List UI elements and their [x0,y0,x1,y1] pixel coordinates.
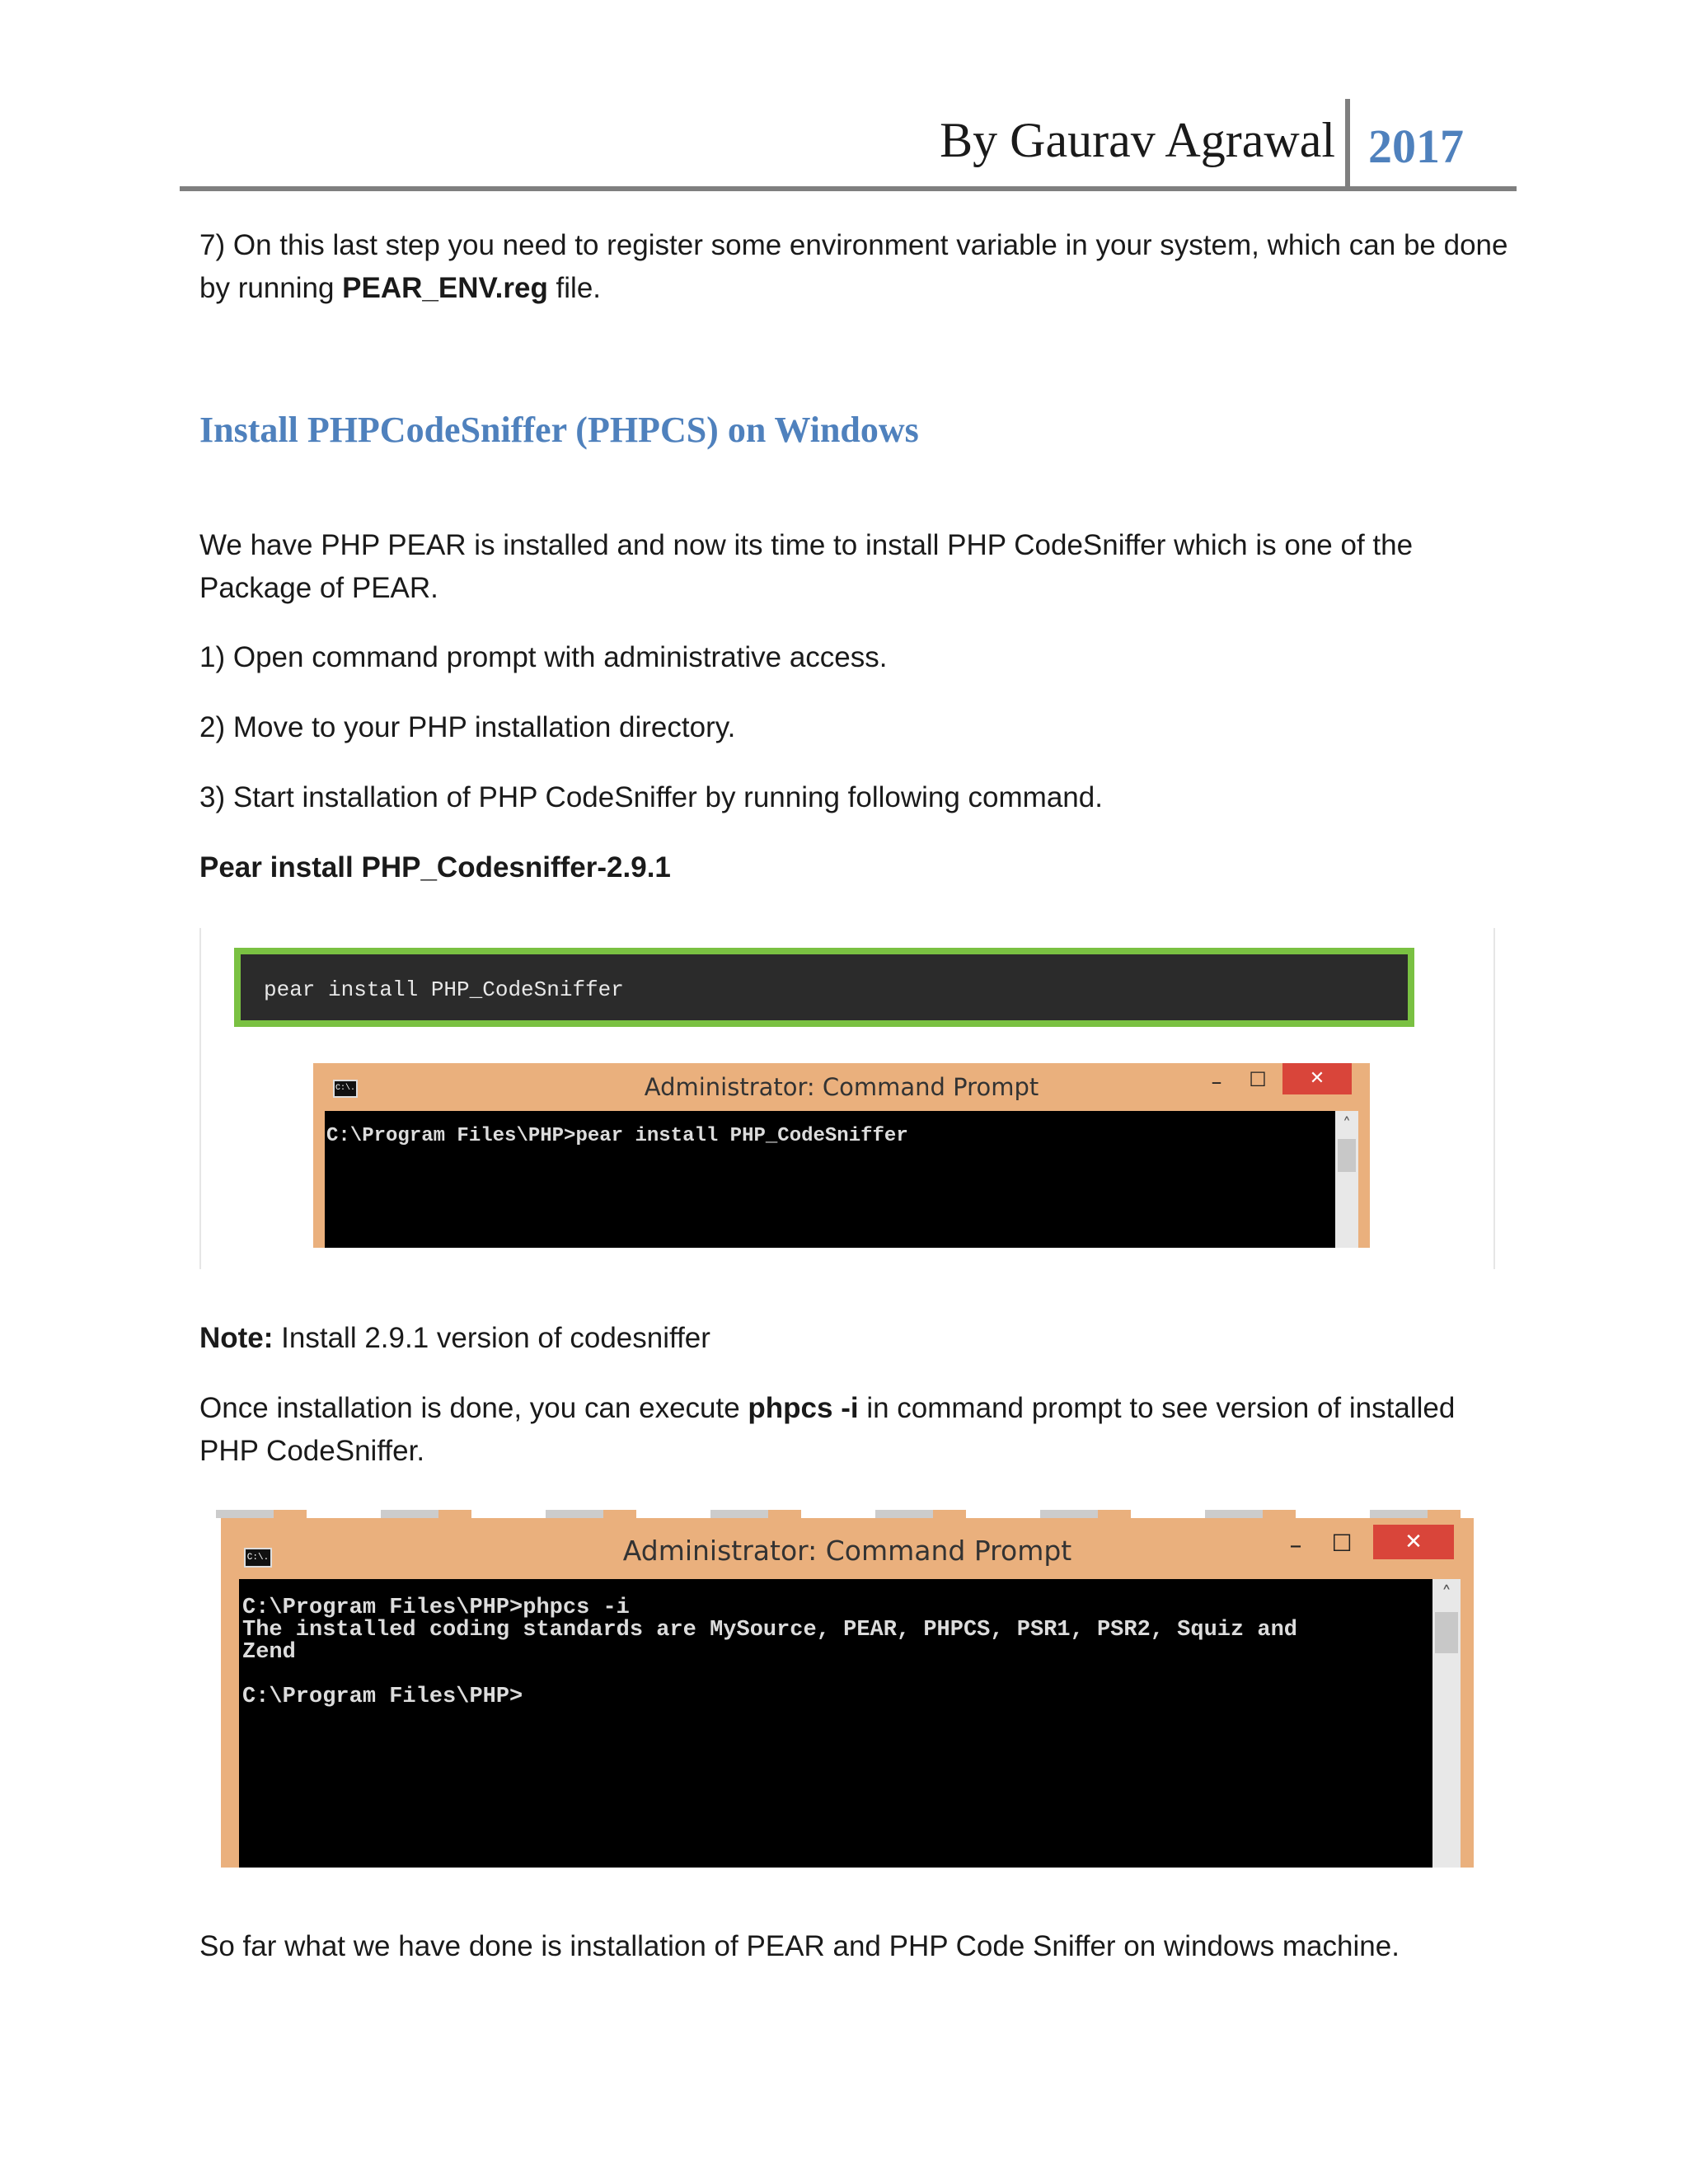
cropped-window-strip [216,1510,1477,1518]
cmd-console-text: C:\Program Files\PHP>pear install PHP_CodeSniffer [326,1125,908,1147]
scroll-up-icon[interactable]: ˄ [1343,1114,1351,1134]
execute-prefix: Once installation is done, you can execute [199,1392,748,1424]
intro-paragraph: We have PHP PEAR is installed and now its time to install PHP CodeSniffer which is one of the Package of PEAR. [199,529,1414,604]
page-header [180,91,1517,191]
cmd-scrollbar[interactable] [1432,1579,1461,1868]
cmd-console-text: C:\Program Files\PHP>phpcs -i The installed coding standards are MySource, PEAR, PHPCS, PSR1, PSR2, Squiz and Zend C:\Program Files\PHP> [242,1596,1298,1709]
header-year: 2017 [1368,120,1464,173]
cmd-titlebar [313,1063,1370,1111]
code-snippet-text: pear install PHP_CodeSniffer [264,977,624,1002]
execute-paragraph [199,1387,1510,1473]
step-3: 3) Start installation of PHP CodeSniffer by running following command. [199,781,1103,813]
minimize-icon[interactable]: – [1211,1070,1222,1094]
header-divider [1345,99,1350,191]
minimize-icon[interactable]: – [1289,1531,1302,1560]
maximize-icon[interactable]: ☐ [1249,1068,1267,1091]
scroll-up-icon[interactable]: ˄ [1442,1582,1451,1605]
code-snippet-box [234,948,1414,1027]
cmd-scrollbar[interactable] [1335,1111,1358,1248]
cmd-titlebar [221,1518,1474,1579]
note-paragraph [199,1317,1510,1360]
cmd-window-title: Administrator: Command Prompt [622,1535,1072,1567]
cmd-window-title: Administrator: Command Prompt [644,1073,1039,1101]
cmd-app-icon: C:\. [244,1548,272,1568]
figure-phpcs-version [216,1510,1477,1872]
scroll-thumb[interactable] [1435,1612,1458,1653]
step7-filename: PEAR_ENV.reg [342,272,548,304]
step-2: 2) Move to your PHP installation directory. [199,711,736,743]
cmd-console [325,1111,1335,1248]
figure-install-command [199,928,1495,1269]
close-icon[interactable]: ✕ [1282,1063,1352,1094]
header-rule [180,186,1517,191]
note-label: Note: [199,1322,274,1354]
scroll-thumb[interactable] [1338,1139,1356,1172]
step7-line2-prefix: by running [199,272,343,304]
execute-suffix: in command prompt to see version of installed PHP CodeSniffer. [199,1392,1456,1467]
install-command: Pear install PHP_Codesniffer-2.9.1 [199,851,671,883]
header-author: By Gaurav Agrawal [940,113,1335,167]
close-icon[interactable]: ✕ [1373,1525,1454,1559]
conclusion-paragraph: So far what we have done is installation of PEAR and PHP Code Sniffer on windows machine. [199,1930,1400,1962]
section-heading: Install PHPCodeSniffer (PHPCS) on Windows [199,410,919,450]
step7-line2-suffix: file. [547,272,602,304]
cmd-window-1 [313,1063,1370,1248]
cmd-window-2 [221,1518,1474,1868]
cmd-app-icon: C:\. [333,1080,358,1098]
note-text: Install 2.9.1 version of codesniffer [273,1322,710,1354]
cmd-console [239,1579,1432,1868]
maximize-icon[interactable]: ☐ [1331,1530,1353,1557]
execute-command: phpcs -i [748,1392,859,1424]
step7-paragraph [199,224,1510,310]
step-1: 1) Open command prompt with administrative access. [199,641,888,673]
step7-line1: 7) On this last step you need to register some environment variable in your system, which can be done [199,229,1508,261]
